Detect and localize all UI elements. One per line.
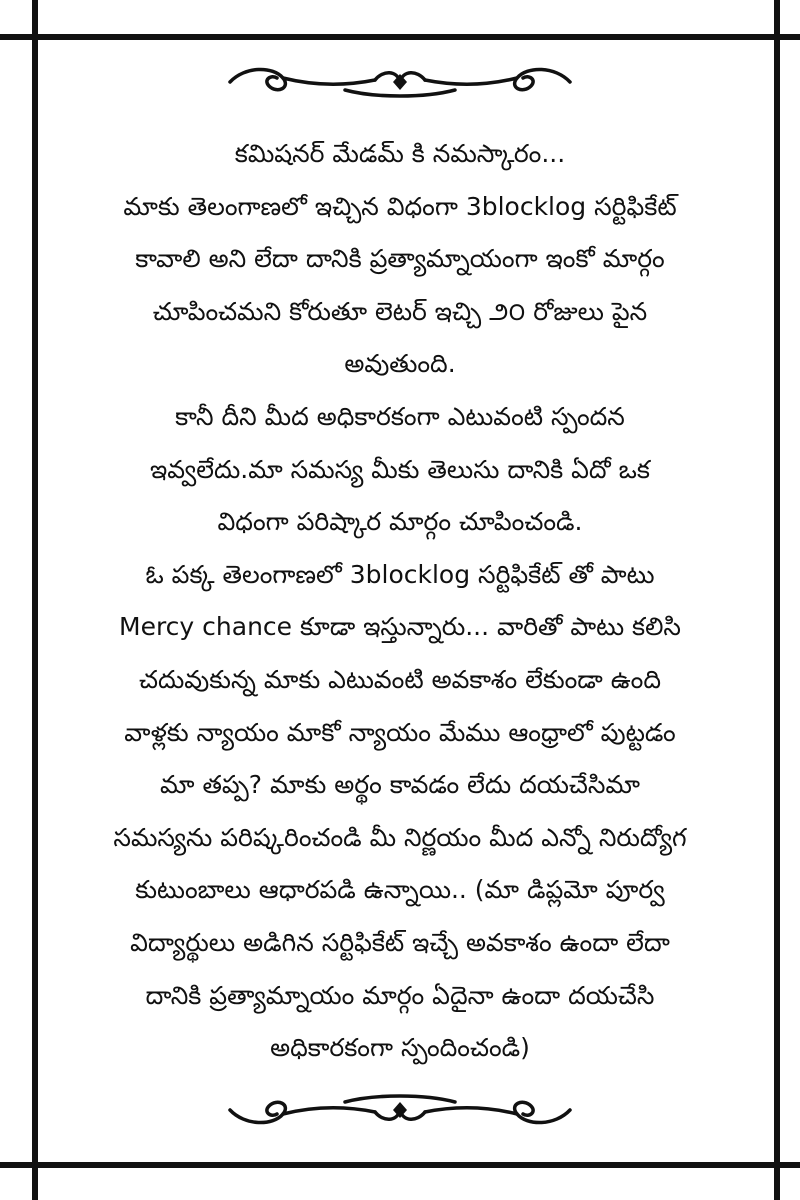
- letter-line: అవుతుంది.: [344, 349, 456, 379]
- letter-line: ఓ పక్క తెలంగాణలో 3blocklog సర్టిఫికేట్ తో పాటు: [145, 559, 655, 589]
- letter-line: కానీ దీని మీద అధికారకంగా ఎటువంటి స్పందన: [175, 401, 625, 431]
- ornament-top-divider: [225, 62, 575, 102]
- letter-line: అధికారకంగా స్పందించండి): [270, 1033, 530, 1063]
- letter-line: కుటుంబాలు ఆధారపడి ఉన్నాయి.. (మా డిప్లమో పూర్వ: [135, 875, 665, 905]
- letter-line: విధంగా పరిష్కార మార్గం చూపించండి.: [217, 507, 583, 537]
- letter-body: [50, 128, 750, 1075]
- letter-line: కావాలి అని లేదా దానికి ప్రత్యామ్నాయంగా ఇంకో మార్గం: [135, 244, 665, 274]
- letter-line: చదువుకున్న మాకు ఎటువంటి అవకాశం లేకుండా ఉంది: [139, 664, 661, 694]
- letter-line: మా తప్ప? మాకు అర్థం కావడం లేదు దయచేసిమా: [160, 770, 640, 800]
- frame-bottom-line: [0, 1162, 800, 1168]
- letter-line: సమస్యను పరిష్కరించండి మీ నిర్ణయం మీద ఎన్నో నిరుద్యోగ: [113, 822, 687, 852]
- letter-line: మాకు తెలంగాణలో ఇచ్చిన విధంగా 3blocklog సర్టిఫికేట్: [123, 191, 677, 221]
- letter-line: కమిషనర్ మేడమ్ కి నమస్కారం...: [234, 139, 566, 168]
- frame-right-line: [774, 0, 780, 1200]
- frame-top-line: [0, 34, 800, 40]
- letter-line: విద్యార్థులు అడిగిన సర్టిఫికేట్ ఇచ్చే అవకాశం ఉందా లేదా: [130, 927, 670, 957]
- letter-line: దానికి ప్రత్యామ్నాయం మార్గం ఏదైనా ఉందా దయచేసి: [145, 980, 655, 1010]
- letter-line: Mercy chance కూడా ఇస్తున్నారు... వారితో పాటు కలిసి: [119, 612, 681, 642]
- letter-line: వాళ్లకు న్యాయం మాకో న్యాయం మేము ఆంధ్రాలో పుట్టడం: [124, 717, 676, 747]
- letter-line: ఇవ్వలేదు.మా సమస్య మీకు తెలుసు దానికి ఏదో ఒక: [150, 454, 650, 484]
- ornament-bottom-divider: [225, 1090, 575, 1130]
- letter-line: చూపించమని కోరుతూ లెటర్ ఇచ్చి ౨౦ రోజులు పైన: [152, 296, 648, 326]
- frame-left-line: [32, 0, 38, 1200]
